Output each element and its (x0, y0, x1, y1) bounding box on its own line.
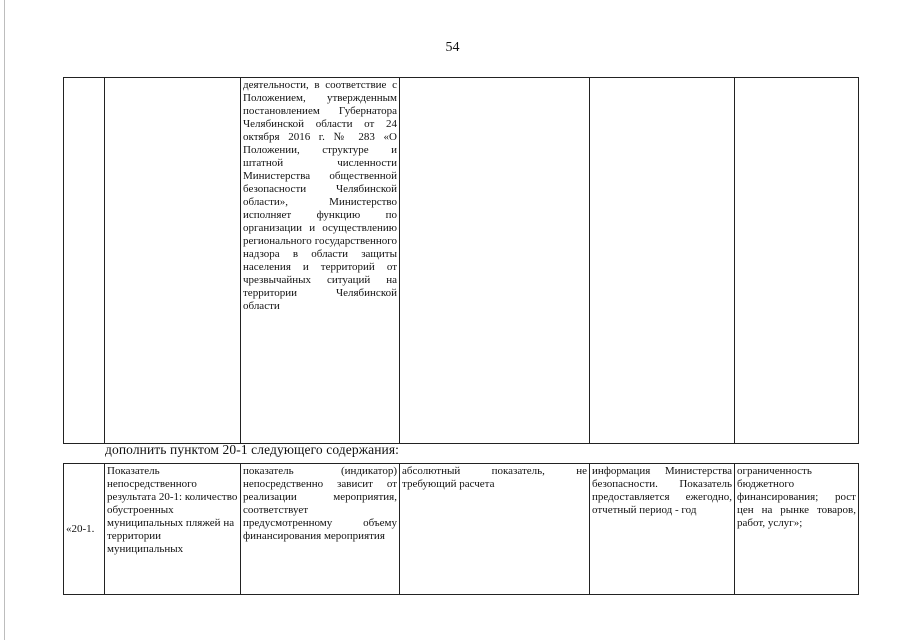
cell-dependency-text: деятельности, в соответствие с Положением, утвержденным постановлением Губернатора Челябинской области от 24 октября 2016 г. № 283 «О Положении, структуре и штатной численности Министерства общественной безопасности Челябинской области», Министерство исполняет функцию по организации и осуществлению регионального государственного надзора в области защиты населения и территорий от чрезвычайных ситуаций на территории Челябинской области (241, 78, 400, 444)
cell-number (64, 78, 105, 444)
cell-indicator (105, 78, 241, 444)
cell-type (400, 78, 590, 444)
indicator-type-cell: абсолютный показатель, не требующий расчета (400, 464, 590, 595)
page-number: 54 (445, 40, 460, 55)
indicator-table (63, 463, 859, 595)
page-margin-line (4, 0, 5, 640)
table-row (64, 78, 859, 444)
cell-limits (735, 78, 859, 444)
continuation-table (63, 77, 859, 444)
dependency-cell: показатель (индикатор) непосредственно зависит от реализации мероприятия, соответствует предусмотренному объему финансирования мероприятия (241, 464, 400, 595)
limitations-cell: ограниченность бюджетного финансирования; рост цен на рынке товаров, работ, услуг»; (735, 464, 859, 595)
data-source-cell: информация Министерства безопасности. Показатель предоставляется ежегодно, отчетный период - год (590, 464, 735, 595)
table-row (64, 464, 859, 595)
section-caption: дополнить пунктом 20-1 следующего содержания: (105, 442, 400, 457)
indicator-text: Показатель непосредственного результата 20-1: количество обустроенных муниципальных пляжей на территории муниципальных (107, 465, 238, 555)
indicator-cell (105, 464, 241, 595)
cell-source (590, 78, 735, 444)
item-number: «20-1. (64, 464, 105, 595)
